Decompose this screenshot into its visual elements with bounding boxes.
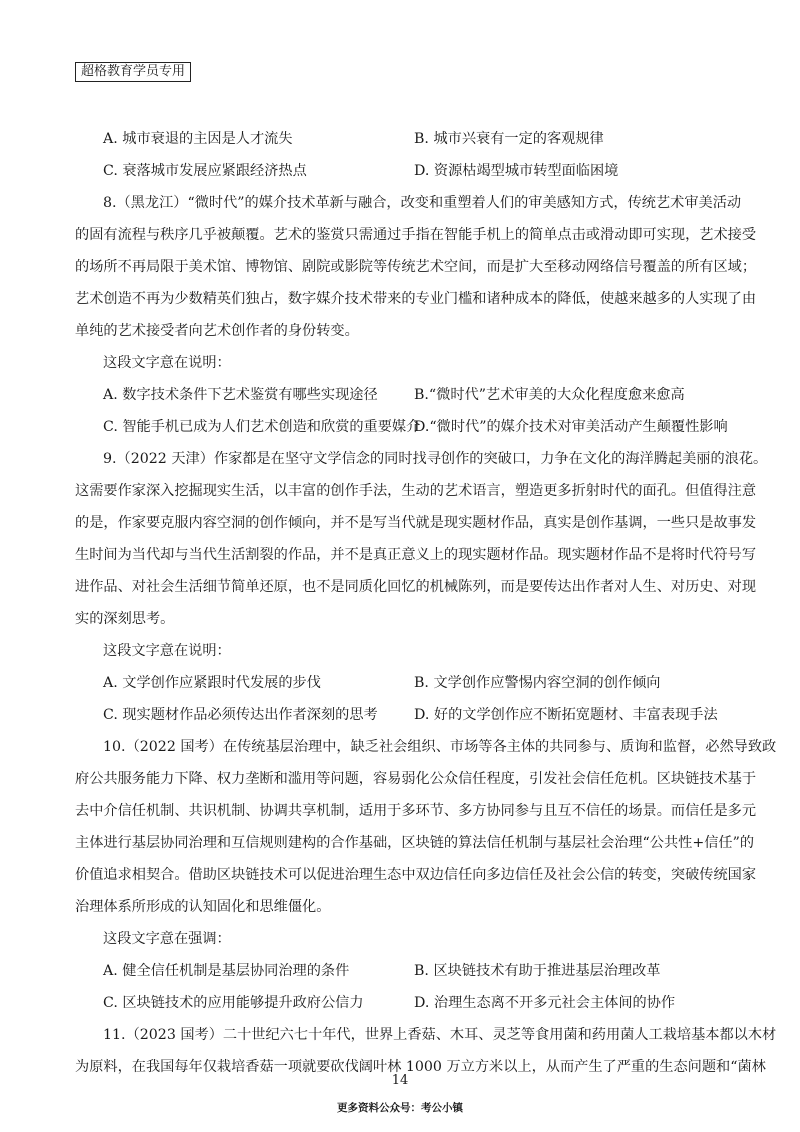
q7-option-b: B. 城市兴衰有一定的客观规律 [414,131,604,147]
q10-option-b: B. 区块链技术有助于推进基层治理改革 [414,963,661,979]
header-tag: 超格教育学员专用 [75,62,191,82]
q7-option-a: A. 城市衰退的主因是人才流失 [103,131,293,147]
q10-line-4: 主体进行基层协同治理和互信规则建构的合作基础，区块链的算法信任机制与基层社会治理“公共性+信任”的 [75,835,755,851]
q8-line-4: 艺术创造不再为少数精英们独占，数字媒介技术带来的专业门槛和诸种成本的降低，使越来越多的人实现了由 [75,291,757,307]
q8-line-2: 的固有流程与秩序几乎被颠覆。艺术的鉴赏只需通过手指在智能手机上的简单点击或滑动即可实现，艺术接受 [75,227,757,243]
q10-option-c: C. 区块链技术的应用能够提升政府公信力 [103,995,364,1011]
q8-option-c: C. 智能手机已成为人们艺术创造和欣赏的重要媒介 [103,419,421,435]
q8-line-3: 的场所不再局限于美术馆、博物馆、剧院或影院等传统艺术空间，而是扩大至移动网络信号覆盖的所有区域； [75,259,757,275]
q10-line-3: 去中介信任机制、共识机制、协调共享机制，适用于多环节、多方协同参与且互不信任的场景。而信任是多元 [75,803,757,819]
q10-prompt: 这段文字意在强调： [103,931,231,947]
q9-option-c: C. 现实题材作品必须传达出作者深刻的思考 [103,707,378,723]
q7-option-c: C. 衰落城市发展应紧跟经济热点 [103,163,307,179]
q8-option-a: A. 数字技术条件下艺术鉴赏有哪些实现途径 [103,387,378,403]
q9-line-3: 的是，作家要克服内容空洞的创作倾向，并不是写当代就是现实题材作品，真实是创作基调，一些只是故事发 [75,515,757,531]
q9-line-1: 9.（2022 天津）作家都是在坚守文学信念的同时找寻创作的突破口，力争在文化的海洋腾起美丽的浪花。 [103,451,768,467]
q9-option-a: A. 文学创作应紧跟时代发展的步伐 [103,675,321,691]
q10-option-a: A. 健全信任机制是基层协同治理的条件 [103,963,350,979]
q9-line-5: 进作品、对社会生活细节简单还原，也不是同质化回忆的机械陈列，而是要传达出作者对人生、对历史、对现 [75,579,757,595]
q9-option-d: D. 好的文学创作应不断拓宽题材、丰富表现手法 [414,707,718,723]
q7-option-d: D. 资源枯竭型城市转型面临困境 [414,163,619,179]
q9-line-6: 实的深刻思考。 [75,611,175,627]
q10-line-2: 府公共服务能力下降、权力垄断和滥用等问题，容易弱化公众信任程度，引发社会信任危机。区块链技术基于 [75,771,757,787]
q8-line-1: 8.（黑龙江）“微时代”的媒介技术革新与融合，改变和重塑着人们的审美感知方式，传统艺术审美活动 [103,195,742,211]
q10-line-1: 10.（2022 国考）在传统基层治理中，缺乏社会组织、市场等各主体的共同参与、质询和监督，必然导致政 [103,739,777,755]
q8-option-b: B.“微时代”艺术审美的大众化程度愈来愈高 [414,387,685,403]
q10-line-5: 价值追求相契合。借助区块链技术可以促进治理生态中双边信任向多边信任及社会公信的转变，突破传统国家 [75,867,757,883]
q8-option-d: D.“微时代”的媒介技术对审美活动产生颠覆性影响 [414,419,728,435]
footer-text: 更多资料公众号：考公小镇 [337,1102,463,1114]
q8-line-5: 单纯的艺术接受者向艺术创作者的身份转变。 [75,323,359,339]
q9-option-b: B. 文学创作应警惕内容空洞的创作倾向 [414,675,661,691]
q9-line-2: 这需要作家深入挖掘现实生活，以丰富的创作手法，生动的艺术语言，塑造更多折射时代的面孔。但值得注意 [75,483,757,499]
q11-line-2: 为原料，在我国每年仅栽培香菇一项就要砍伐阔叶林 1000 万立方米以上，从而产生了严重的生态问题和“菌林 [75,1059,766,1075]
q10-option-d: D. 治理生态离不开多元社会主体间的协作 [414,995,676,1011]
q9-prompt: 这段文字意在说明： [103,643,231,659]
q9-line-4: 生时间为当代却与当代生活割裂的作品，并不是真正意义上的现实题材作品。现实题材作品不是将时代符号写 [75,547,757,563]
q11-line-1: 11.（2023 国考）二十世纪六七十年代，世界上香菇、木耳、灵芝等食用菌和药用菌人工栽培基本都以木材 [103,1027,777,1043]
q10-line-6: 治理体系所形成的认知固化和思维僵化。 [75,899,331,915]
q8-prompt: 这段文字意在说明： [103,355,231,371]
page-number: 14 [391,1073,409,1088]
